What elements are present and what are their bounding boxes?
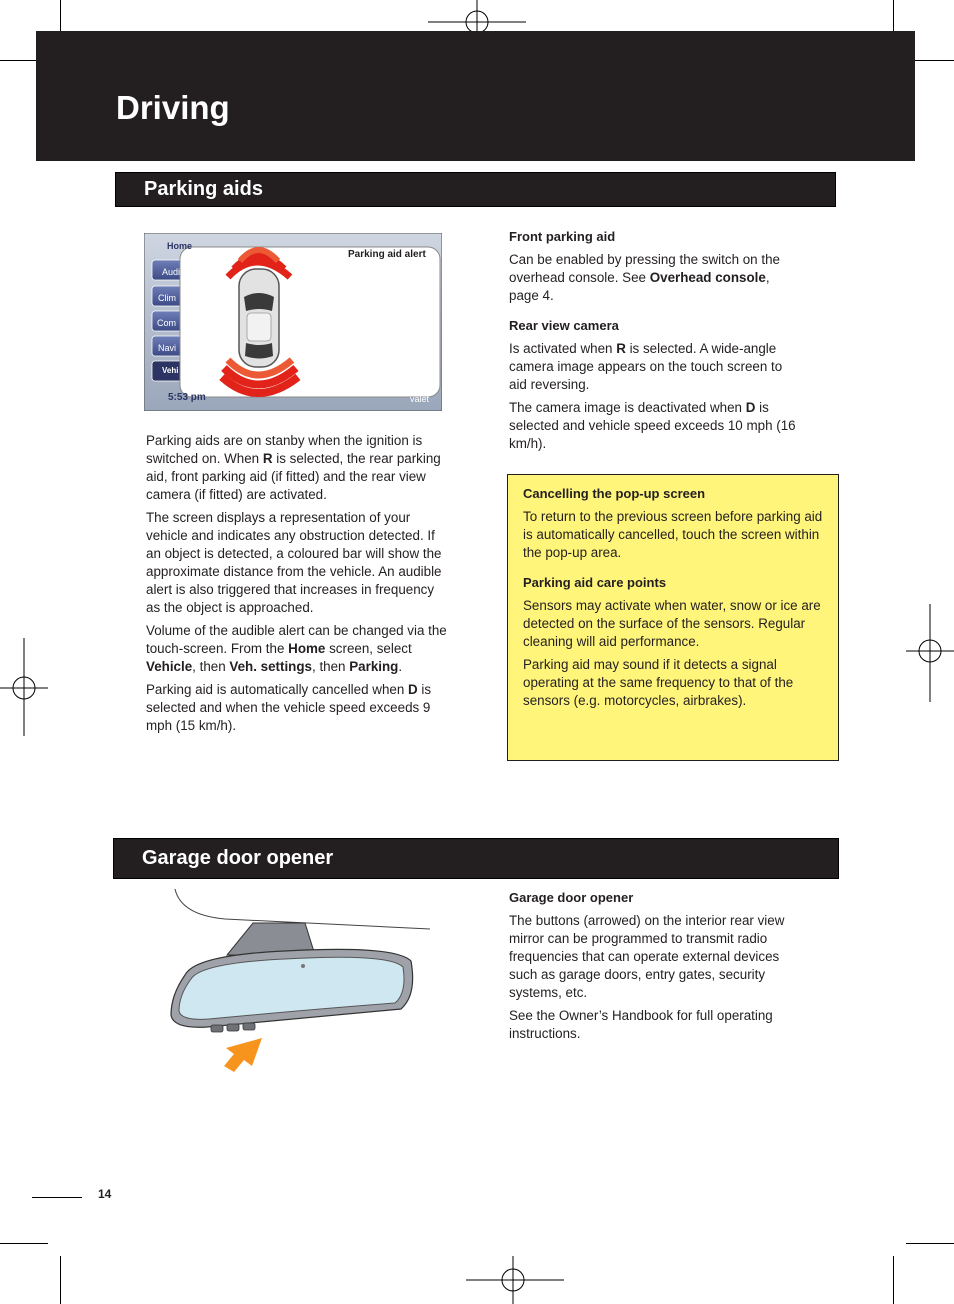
rear-view-mirror-image	[165, 885, 435, 1075]
note-heading: Cancelling the pop-up screen	[523, 486, 706, 501]
chapter-header	[36, 31, 915, 161]
screen-menu-home: Home	[167, 241, 193, 251]
page-number: 14	[98, 1187, 112, 1201]
note-box	[507, 474, 839, 761]
front-parking-aid-heading: Front parking aid	[509, 229, 616, 244]
paragraph: Is activated when R is selected. A wide-angle camera image appears on the touch screen to aid reversing.	[509, 341, 783, 392]
screen-menu-item: Vehi	[162, 366, 179, 375]
section-title-parking-aids: Parking aids	[144, 178, 263, 200]
rear-view-camera-heading: Rear view camera	[509, 318, 619, 333]
section-bar-garage-door-opener	[113, 838, 839, 879]
note-text: Parking aid may sound if it detects a signal operating at the same frequency to that of the sensors (e.g. motorcycles, airbrakes).	[523, 657, 794, 708]
paragraph: The camera image is deactivated when D is selected and vehicle speed exceeds 10 mph (16 km/h).	[509, 400, 796, 451]
paragraph: Volume of the audible alert can be changed via the touch-screen. From the Home screen, select Vehicle, then Veh. settings, then Parking.	[146, 623, 447, 674]
registration-mark-bottom	[466, 1256, 564, 1304]
note-text: To return to the previous screen before parking aid is automatically cancelled, touch the screen within the pop-up area.	[523, 509, 823, 560]
orange-arrow-icon	[222, 1036, 266, 1076]
screen-time: 5:53 pm	[168, 392, 206, 403]
registration-mark-right	[906, 604, 954, 702]
paragraph: Parking aid is automatically cancelled when D is selected and when the vehicle speed exceeds 9 mph (15 km/h).	[146, 682, 432, 733]
section-bar-parking-aids	[115, 172, 836, 207]
screen-menu-item: Clim	[158, 293, 176, 303]
screen-menu-item: Audi	[162, 267, 181, 277]
parking-aid-screen-image	[144, 233, 442, 411]
note-heading: Parking aid care points	[523, 575, 667, 590]
paragraph: See the Owner’s Handbook for full operating instructions.	[509, 1008, 773, 1041]
garage-heading: Garage door opener	[509, 890, 634, 905]
paragraph: Can be enabled by pressing the switch on the overhead console. See Overhead console, page 4.	[509, 252, 780, 303]
paragraph: The buttons (arrowed) on the interior rear view mirror can be programmed to transmit radio frequencies that can operate external devices such as garage doors, entry gates, security systems, etc.	[509, 913, 785, 1000]
paragraph: The screen displays a representation of your vehicle and indicates any obstruction detected. If an object is detected, a coloured bar will show the approximate distance from the vehicle. An audible alert is also triggered that increases in frequency as the object is approached.	[146, 510, 442, 615]
section-title-garage-door-opener: Garage door opener	[142, 847, 334, 869]
left-column-text	[146, 432, 451, 740]
chapter-title: Driving	[116, 89, 230, 126]
popup-label: Parking aid alert	[348, 249, 426, 260]
garage-text	[509, 889, 809, 1048]
right-column-text	[509, 228, 801, 458]
note-text: Sensors may activate when water, snow or ice are detected on the surface of the sensors. Regular cleaning will aid performance.	[523, 598, 821, 649]
paragraph: Parking aids are on stanby when the ignition is switched on. When R is selected, the rear parking aid, front parking aid (if fitted) and the rear view camera (if fitted) are activated.	[146, 433, 441, 502]
screen-menu-item: Navi	[158, 343, 177, 353]
registration-mark-left	[0, 638, 48, 736]
screen-corner-text: valet	[410, 394, 430, 404]
screen-menu-item: Com	[157, 318, 177, 328]
